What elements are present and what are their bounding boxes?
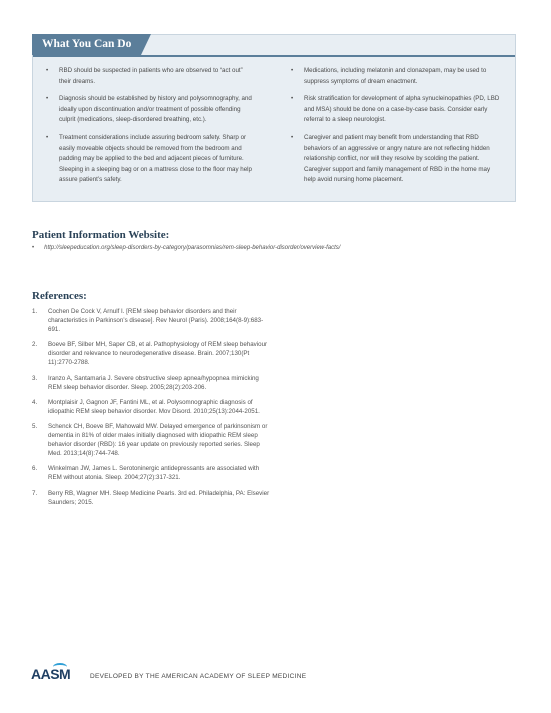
aasm-logo: AASM	[31, 666, 70, 682]
recommendations-left-list	[43, 66, 255, 193]
list-item: • Diagnosis should be established by history and polysomnography, and ideally upon discontinuation and/or treatment of possible offending culprit (medications, sleep-disordered breathing, etc.).	[43, 94, 255, 126]
patient-info-link-row	[32, 245, 340, 251]
patient-info-heading: Patient Information Website:	[32, 229, 170, 241]
references-heading: References:	[32, 290, 87, 302]
list-item: 6. Winkelman JW, James L. Serotoninergic antidepressants are associated with REM without atonia. Sleep. 2004;27(2):317-321.	[32, 465, 260, 482]
list-item: • Risk stratification for development of alpha synucleinopathies (PD, LBD and MSA) should be done on a case-by-case basis. Consider early referral to a sleep neurologist.	[288, 94, 500, 126]
panel-divider	[33, 55, 515, 57]
list-item: 2. Boeve BF, Silber MH, Saper CB, et al. Pathophysiology of REM sleep behaviour disorder and relevance to neurodegenerative disease. Brain. 2007;130(Pt 11):2770-2788.	[32, 341, 268, 367]
footer-credit: DEVELOPED BY THE AMERICAN ACADEMY OF SLEEP MEDICINE	[90, 673, 307, 680]
bullet-icon: •	[32, 245, 35, 251]
list-item: 7. Berry RB, Wagner MH. Sleep Medicine Pearls. 3rd ed. Philadelphia, PA: Elsevier Saunders; 2015.	[32, 489, 270, 506]
patient-info-link[interactable]: http://sleepeducation.org/sleep-disorders-by-category/parasomnias/rem-sleep-behavior-disorder/overview-facts/	[44, 245, 341, 251]
recommendations-right-list	[288, 66, 500, 193]
list-item: • Treatment considerations include assuring bedroom safety. Sharp or easily moveable objects should be removed from the bedroom and padding may be applied to the bed and adjacent pieces of furniture. Sleeping in a sleeping bag or on a mattress close to the floor may help assure patient’s safety.	[43, 133, 255, 186]
list-item: 4. Montplaisir J, Gagnon JF, Fantini ML, et al. Polysomnographic diagnosis of idiopathic REM sleep behavior disorder. Mov Disord. 2010;25(13):2044-2051.	[32, 398, 260, 415]
list-item: • Caregiver and patient may benefit from understanding that RBD behaviors of an aggressive or angry nature are not reflecting hidden relationship conflict, nor will they resolve by scolding the patient. Caregiver support and family management of RBD in the home may help avoid nursing home placement.	[288, 133, 500, 186]
list-item: 1. Cochen De Cock V, Arnulf I. [REM sleep behavior disorders and their characteristics in Parkinson’s disease]. Rev Neurol (Paris). 2008;164(8-9):683-691.	[32, 308, 264, 334]
what-you-can-do-title: What You Can Do	[32, 34, 141, 55]
list-item: 5. Schenck CH, Boeve BF, Mahowald MW. Delayed emergence of parkinsonism or dementia in 81% of older males initially diagnosed with idiopathic REM sleep behavior disorder (RBD): 16 year update on previously reported series. Sleep Med. 2013;14(8):744-748.	[32, 422, 268, 458]
list-item: 3. Iranzo A, Santamaria J. Severe obstructive sleep apnea/hypopnea mimicking REM sleep behavior disorder. Sleep. 2005;28(2):203-206.	[32, 374, 259, 391]
logo-swoosh-icon	[53, 663, 67, 671]
list-item: • Medications, including melatonin and clonazepam, may be used to suppress symptoms of dream enactment.	[288, 66, 500, 87]
references-list	[32, 307, 272, 513]
list-item: • RBD should be suspected in patients who are observed to “act out” their dreams.	[43, 66, 255, 87]
what-you-can-do-panel	[32, 34, 516, 202]
